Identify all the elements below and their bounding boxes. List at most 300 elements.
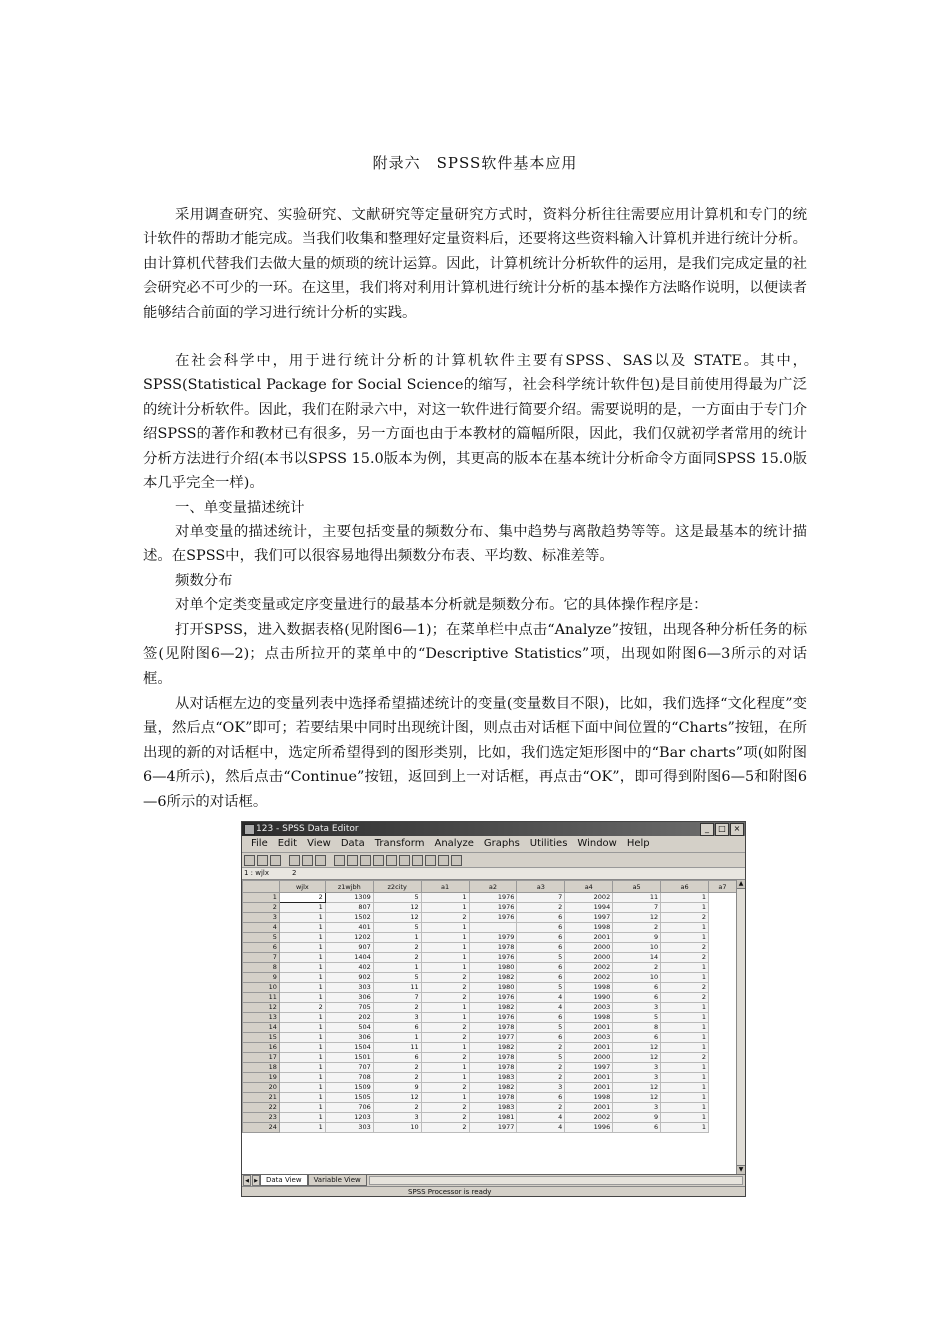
data-cell[interactable]: 3	[613, 1103, 661, 1113]
data-cell[interactable]: 705	[325, 1003, 373, 1013]
data-cell[interactable]: 1	[279, 1113, 325, 1123]
data-cell[interactable]: 1	[279, 1013, 325, 1023]
data-cell[interactable]: 2001	[565, 1043, 613, 1053]
data-cell[interactable]: 1	[421, 903, 469, 913]
data-cell[interactable]: 1982	[469, 1003, 517, 1013]
data-cell[interactable]: 1	[661, 1083, 709, 1093]
data-cell[interactable]: 12	[373, 1093, 421, 1103]
split-file-icon[interactable]	[399, 855, 410, 866]
save-icon[interactable]	[257, 855, 268, 866]
data-cell[interactable]: 2	[421, 1103, 469, 1113]
data-cell[interactable]: 3	[613, 1003, 661, 1013]
data-cell[interactable]: 1	[279, 1123, 325, 1133]
data-cell[interactable]: 1978	[469, 943, 517, 953]
data-cell[interactable]: 2	[373, 953, 421, 963]
paragraph-software: 在社会科学中，用于进行统计分析的计算机软件主要有SPSS、SAS以及 STATE。其中，SPSS(Statistical Package for Social Science的缩写，社会科学统计软件包)是目前使用得最为广泛的统计分析软件。因此，我们在附录六中，对这一软件进行简要介绍。需要说明的是，一方面由于专门介绍SPSS的著作和教材已有很多，另一方面也由于本教材的篇幅所限，因此，我们仅就初学者常用的统计分析方法进行介绍(本书以SPSS 15.0版本为例，其更高的版本在基本统计分析命令方面同SPSS 15.0版本几乎完全一样)。	[143, 353, 807, 492]
row-number[interactable]: 21	[243, 1093, 280, 1103]
data-cell[interactable]: 11	[373, 983, 421, 993]
data-cell[interactable]: 1	[279, 1093, 325, 1103]
data-cell[interactable]: 1	[279, 1023, 325, 1033]
data-cell[interactable]: 1	[421, 953, 469, 963]
data-cell[interactable]: 2	[421, 1053, 469, 1063]
data-cell[interactable]: 5	[373, 893, 421, 903]
column-header[interactable]: wjlx	[279, 881, 325, 893]
data-cell[interactable]: 1998	[565, 1013, 613, 1023]
close-button[interactable]: ×	[730, 823, 744, 836]
data-cell[interactable]: 1978	[469, 1053, 517, 1063]
data-cell[interactable]: 3	[373, 1113, 421, 1123]
row-number[interactable]: 5	[243, 933, 280, 943]
scroll-up-icon[interactable]: ▲	[738, 880, 744, 887]
row-number[interactable]: 23	[243, 1113, 280, 1123]
data-cell[interactable]: 4	[517, 1113, 565, 1123]
data-cell[interactable]: 12	[613, 1093, 661, 1103]
data-cell[interactable]: 1	[279, 1053, 325, 1063]
data-cell[interactable]: 8	[613, 1023, 661, 1033]
print-icon[interactable]	[270, 855, 281, 866]
data-cell[interactable]: 1994	[565, 903, 613, 913]
data-cell[interactable]: 4	[517, 1123, 565, 1133]
data-cell[interactable]: 1	[661, 903, 709, 913]
data-cell[interactable]: 2001	[565, 1023, 613, 1033]
value-labels-icon[interactable]	[438, 855, 449, 866]
row-number[interactable]: 18	[243, 1063, 280, 1073]
column-header[interactable]: a3	[517, 881, 565, 893]
insert-case-icon[interactable]	[373, 855, 384, 866]
data-cell[interactable]: 1	[279, 1033, 325, 1043]
use-sets-icon[interactable]	[451, 855, 462, 866]
data-cell[interactable]: 1	[279, 1083, 325, 1093]
data-cell[interactable]: 10	[613, 943, 661, 953]
menu-window[interactable]: Window	[577, 838, 617, 849]
data-cell[interactable]: 2	[613, 963, 661, 973]
window-titlebar[interactable]	[242, 822, 745, 836]
maximize-button[interactable]: □	[715, 823, 729, 836]
row-number[interactable]: 14	[243, 1023, 280, 1033]
data-cell[interactable]: 1	[661, 1093, 709, 1103]
dialog-recall-icon[interactable]	[289, 855, 300, 866]
data-cell[interactable]: 1309	[325, 893, 373, 903]
data-cell[interactable]: 1	[279, 1063, 325, 1073]
data-cell[interactable]: 5	[517, 1023, 565, 1033]
data-cell[interactable]: 1	[279, 1103, 325, 1113]
data-cell[interactable]: 2	[421, 1113, 469, 1123]
row-number[interactable]: 7	[243, 953, 280, 963]
data-cell[interactable]: 6	[373, 1023, 421, 1033]
data-cell[interactable]: 9	[373, 1083, 421, 1093]
data-cell[interactable]: 1	[421, 1013, 469, 1023]
data-cell[interactable]: 2	[421, 1023, 469, 1033]
data-cell[interactable]: 1	[661, 923, 709, 933]
data-cell[interactable]: 1	[421, 1003, 469, 1013]
row-header-corner[interactable]	[243, 881, 280, 893]
data-cell[interactable]: 1980	[469, 963, 517, 973]
column-header[interactable]: z1wjbh	[325, 881, 373, 893]
data-cell[interactable]: 2003	[565, 1003, 613, 1013]
menu-transform[interactable]: Transform	[374, 838, 425, 849]
data-cell[interactable]: 6	[613, 993, 661, 1003]
data-cell[interactable]: 1	[279, 913, 325, 923]
data-cell[interactable]: 1976	[469, 913, 517, 923]
column-header[interactable]: a5	[613, 881, 661, 893]
data-cell[interactable]: 1509	[325, 1083, 373, 1093]
table-row	[243, 973, 737, 983]
menu-graphs[interactable]: Graphs	[483, 838, 520, 849]
data-cell[interactable]: 402	[325, 963, 373, 973]
insert-variable-icon[interactable]	[386, 855, 397, 866]
data-cell[interactable]: 1976	[469, 993, 517, 1003]
data-cell[interactable]: 6	[517, 913, 565, 923]
data-cell[interactable]: 5	[373, 923, 421, 933]
data-cell[interactable]: 2001	[565, 1103, 613, 1113]
data-cell[interactable]: 1998	[565, 923, 613, 933]
data-cell[interactable]: 2	[517, 1103, 565, 1113]
table-row	[243, 893, 737, 903]
data-cell[interactable]: 1501	[325, 1053, 373, 1063]
data-cell[interactable]: 7	[373, 993, 421, 1003]
menu-analyze[interactable]: Analyze	[434, 838, 474, 849]
data-cell[interactable]: 6	[517, 1093, 565, 1103]
data-cell[interactable]: 1	[373, 933, 421, 943]
data-cell[interactable]: 2	[421, 1033, 469, 1043]
column-header[interactable]: a1	[421, 881, 469, 893]
data-cell[interactable]: 2	[373, 943, 421, 953]
data-cell[interactable]: 2	[661, 953, 709, 963]
row-number[interactable]: 24	[243, 1123, 280, 1133]
data-cell[interactable]: 12	[613, 1083, 661, 1093]
data-cell[interactable]: 2002	[565, 1113, 613, 1123]
data-cell[interactable]: 2	[279, 893, 325, 903]
data-cell[interactable]: 1	[421, 1063, 469, 1073]
data-cell[interactable]: 1	[279, 903, 325, 913]
data-cell[interactable]: 12	[613, 1043, 661, 1053]
minimize-button[interactable]: _	[700, 823, 714, 836]
weight-cases-icon[interactable]	[412, 855, 423, 866]
row-number[interactable]: 11	[243, 993, 280, 1003]
menu-edit[interactable]: Edit	[277, 838, 298, 849]
data-cell[interactable]: 1980	[469, 983, 517, 993]
data-cell[interactable]: 6	[613, 1033, 661, 1043]
data-cell[interactable]: 11	[373, 1043, 421, 1053]
horizontal-scrollbar[interactable]	[369, 1176, 743, 1185]
data-cell[interactable]: 2	[373, 1063, 421, 1073]
data-cell[interactable]: 1	[661, 1063, 709, 1073]
menu-bar	[242, 836, 745, 852]
data-cell[interactable]: 1	[279, 1073, 325, 1083]
data-cell[interactable]: 1	[279, 963, 325, 973]
data-cell[interactable]: 7	[517, 893, 565, 903]
data-cell[interactable]: 1	[661, 1123, 709, 1133]
data-cell[interactable]: 202	[325, 1013, 373, 1023]
data-cell[interactable]: 4	[517, 1003, 565, 1013]
data-cell[interactable]: 6	[613, 983, 661, 993]
undo-icon[interactable]	[302, 855, 313, 866]
data-cell[interactable]: 1	[421, 1043, 469, 1053]
data-cell[interactable]: 2	[421, 983, 469, 993]
row-number[interactable]: 1	[243, 893, 280, 903]
data-cell[interactable]: 303	[325, 983, 373, 993]
data-cell[interactable]: 1981	[469, 1113, 517, 1123]
data-cell[interactable]: 6	[517, 1013, 565, 1023]
variables-icon[interactable]	[347, 855, 358, 866]
data-cell[interactable]: 2	[661, 913, 709, 923]
data-cell[interactable]: 12	[613, 913, 661, 923]
data-cell[interactable]: 5	[517, 1053, 565, 1063]
data-cell[interactable]: 2002	[565, 963, 613, 973]
data-cell[interactable]: 2	[421, 1083, 469, 1093]
data-cell[interactable]: 14	[613, 953, 661, 963]
data-cell[interactable]: 1	[373, 1033, 421, 1043]
data-cell[interactable]: 1982	[469, 1083, 517, 1093]
tab-prev-icon[interactable]: ◀	[243, 1175, 251, 1186]
row-number[interactable]: 6	[243, 943, 280, 953]
row-number[interactable]: 8	[243, 963, 280, 973]
data-cell[interactable]: 1404	[325, 953, 373, 963]
row-number[interactable]: 9	[243, 973, 280, 983]
data-cell[interactable]: 1998	[565, 1093, 613, 1103]
data-cell[interactable]: 1	[421, 943, 469, 953]
data-cell[interactable]: 3	[517, 1083, 565, 1093]
data-cell[interactable]: 2	[517, 903, 565, 913]
data-cell[interactable]: 2	[661, 943, 709, 953]
data-cell[interactable]: 1	[279, 953, 325, 963]
cell-value[interactable]: 2	[292, 869, 297, 877]
data-cell[interactable]: 902	[325, 973, 373, 983]
data-cell[interactable]: 2	[661, 1053, 709, 1063]
scroll-down-icon[interactable]: ▼	[738, 1166, 744, 1173]
row-number[interactable]: 12	[243, 1003, 280, 1013]
select-cases-icon[interactable]	[425, 855, 436, 866]
data-cell[interactable]: 3	[613, 1063, 661, 1073]
data-cell[interactable]: 504	[325, 1023, 373, 1033]
data-cell[interactable]: 2002	[565, 973, 613, 983]
find-icon[interactable]	[360, 855, 371, 866]
data-cell[interactable]: 306	[325, 1033, 373, 1043]
row-number[interactable]: 13	[243, 1013, 280, 1023]
data-cell[interactable]: 12	[373, 903, 421, 913]
row-number[interactable]: 3	[243, 913, 280, 923]
data-cell[interactable]: 2003	[565, 1033, 613, 1043]
data-cell[interactable]: 1982	[469, 973, 517, 983]
data-cell[interactable]: 1	[661, 1003, 709, 1013]
data-cell[interactable]: 1976	[469, 893, 517, 903]
data-cell[interactable]: 1	[279, 973, 325, 983]
data-cell[interactable]: 1203	[325, 1113, 373, 1123]
data-cell[interactable]: 4	[517, 993, 565, 1003]
data-cell[interactable]: 1	[279, 943, 325, 953]
data-cell[interactable]: 1	[661, 1113, 709, 1123]
data-cell[interactable]: 1976	[469, 903, 517, 913]
data-cell[interactable]: 6	[517, 933, 565, 943]
data-cell[interactable]: 1977	[469, 1123, 517, 1133]
data-cell[interactable]: 1	[661, 893, 709, 903]
data-cell[interactable]: 1	[661, 1033, 709, 1043]
data-cell[interactable]: 1502	[325, 913, 373, 923]
row-number[interactable]: 20	[243, 1083, 280, 1093]
data-cell[interactable]: 9	[613, 1113, 661, 1123]
tab-data-view[interactable]: Data View	[260, 1175, 308, 1186]
data-cell[interactable]	[469, 923, 517, 933]
data-cell[interactable]: 1978	[469, 1093, 517, 1103]
table-row	[243, 1063, 737, 1073]
data-cell[interactable]: 10	[613, 973, 661, 983]
data-cell[interactable]: 5	[613, 1013, 661, 1023]
data-cell[interactable]: 907	[325, 943, 373, 953]
tab-variable-view[interactable]: Variable View	[308, 1175, 367, 1186]
data-cell[interactable]: 306	[325, 993, 373, 1003]
data-cell[interactable]: 1976	[469, 1013, 517, 1023]
table-row	[243, 1103, 737, 1113]
open-icon[interactable]	[244, 855, 255, 866]
data-cell[interactable]: 1982	[469, 1043, 517, 1053]
data-cell[interactable]: 1	[279, 923, 325, 933]
data-cell[interactable]: 1	[279, 1043, 325, 1053]
data-cell[interactable]: 303	[325, 1123, 373, 1133]
data-cell[interactable]: 7	[613, 903, 661, 913]
row-number[interactable]: 10	[243, 983, 280, 993]
data-cell[interactable]: 1978	[469, 1023, 517, 1033]
data-cell[interactable]: 2	[517, 1043, 565, 1053]
column-header[interactable]: a6	[661, 881, 709, 893]
table-row	[243, 1013, 737, 1023]
data-cell[interactable]: 1	[661, 1043, 709, 1053]
data-cell[interactable]: 1978	[469, 1063, 517, 1073]
data-cell[interactable]: 6	[517, 923, 565, 933]
data-cell[interactable]: 6	[517, 963, 565, 973]
data-cell[interactable]: 1202	[325, 933, 373, 943]
data-cell[interactable]: 1	[279, 993, 325, 1003]
data-cell[interactable]: 1	[373, 963, 421, 973]
data-cell[interactable]: 2001	[565, 1073, 613, 1083]
data-cell[interactable]: 2000	[565, 953, 613, 963]
data-cell[interactable]: 5	[517, 953, 565, 963]
data-cell[interactable]: 1	[661, 963, 709, 973]
data-cell[interactable]: 2	[421, 973, 469, 983]
column-header[interactable]: a2	[469, 881, 517, 893]
data-cell[interactable]: 2000	[565, 943, 613, 953]
data-cell[interactable]: 401	[325, 923, 373, 933]
data-cell[interactable]: 9	[613, 933, 661, 943]
data-cell[interactable]: 2	[279, 1003, 325, 1013]
menu-view[interactable]: View	[307, 838, 331, 849]
data-cell[interactable]: 1	[279, 933, 325, 943]
data-cell[interactable]: 1996	[565, 1123, 613, 1133]
data-cell[interactable]: 2	[373, 1073, 421, 1083]
column-header[interactable]: a7	[708, 881, 736, 893]
data-cell[interactable]: 1	[661, 1073, 709, 1083]
data-cell[interactable]: 1976	[469, 953, 517, 963]
data-cell[interactable]: 1	[661, 1013, 709, 1023]
column-header[interactable]: z2city	[373, 881, 421, 893]
data-cell[interactable]: 12	[613, 1053, 661, 1063]
data-cell[interactable]: 6	[613, 1123, 661, 1133]
data-cell[interactable]: 5	[373, 973, 421, 983]
row-number[interactable]: 19	[243, 1073, 280, 1083]
goto-case-icon[interactable]	[334, 855, 345, 866]
data-cell[interactable]: 1983	[469, 1103, 517, 1113]
data-cell[interactable]: 1	[661, 1103, 709, 1113]
data-cell[interactable]: 6	[517, 1033, 565, 1043]
data-cell[interactable]: 1504	[325, 1043, 373, 1053]
data-cell[interactable]: 1977	[469, 1033, 517, 1043]
data-cell[interactable]: 1	[661, 933, 709, 943]
data-cell[interactable]: 1990	[565, 993, 613, 1003]
data-cell[interactable]: 708	[325, 1073, 373, 1083]
data-cell[interactable]: 1	[421, 893, 469, 903]
data-cell[interactable]: 2001	[565, 1083, 613, 1093]
data-cell[interactable]: 2	[421, 993, 469, 1003]
paragraph-dialog: 从对话框左边的变量列表中选择希望描述统计的变量(变量数目不限)，比如，我们选择“文化程度”变量，然后点“OK”即可；若要结果中同时出现统计图，则点击对话框下面中间位置的“Charts”按钮，在所出现的新的对话框中，选定所希望得到的图形类别，比如，我们选定矩形图中的“Bar charts”项(如附图6—4所示)，然后点击“Continue”按钮，返回到上一对话框，再点击“OK”，即可得到附图6—5和附图6—6所示的对话框。	[143, 696, 807, 810]
data-cell[interactable]: 1997	[565, 913, 613, 923]
data-cell[interactable]: 1	[421, 923, 469, 933]
row-number[interactable]: 15	[243, 1033, 280, 1043]
data-cell[interactable]: 2	[613, 923, 661, 933]
data-cell[interactable]: 3	[373, 1013, 421, 1023]
data-cell[interactable]: 6	[373, 1053, 421, 1063]
data-cell[interactable]: 2	[661, 993, 709, 1003]
data-cell[interactable]: 1983	[469, 1073, 517, 1083]
data-cell[interactable]: 2	[517, 1073, 565, 1083]
data-cell[interactable]: 707	[325, 1063, 373, 1073]
data-cell[interactable]: 2	[373, 1003, 421, 1013]
menu-file[interactable]: File	[251, 838, 268, 849]
row-number[interactable]: 16	[243, 1043, 280, 1053]
data-cell[interactable]: 1	[421, 1093, 469, 1103]
data-cell[interactable]: 1998	[565, 983, 613, 993]
tab-next-icon[interactable]: ▶	[252, 1175, 260, 1186]
data-cell[interactable]: 5	[517, 983, 565, 993]
data-grid	[242, 880, 737, 1174]
data-cell[interactable]: 3	[613, 1073, 661, 1083]
data-cell[interactable]: 1997	[565, 1063, 613, 1073]
data-cell[interactable]: 1979	[469, 933, 517, 943]
row-number[interactable]: 22	[243, 1103, 280, 1113]
redo-icon[interactable]	[315, 855, 326, 866]
data-cell[interactable]: 2	[421, 913, 469, 923]
vertical-scrollbar[interactable]	[736, 880, 745, 1174]
data-cell[interactable]: 6	[517, 973, 565, 983]
data-cell[interactable]: 1	[661, 1023, 709, 1033]
data-cell[interactable]: 2	[421, 1123, 469, 1133]
row-number[interactable]: 2	[243, 903, 280, 913]
data-cell[interactable]: 1	[661, 973, 709, 983]
row-number[interactable]: 17	[243, 1053, 280, 1063]
data-cell[interactable]: 2001	[565, 933, 613, 943]
data-cell[interactable]: 2002	[565, 893, 613, 903]
data-cell[interactable]: 6	[517, 943, 565, 953]
column-header[interactable]: a4	[565, 881, 613, 893]
data-cell[interactable]: 1	[421, 933, 469, 943]
paragraph-intro: 采用调查研究、实验研究、文献研究等定量研究方式时，资料分析往往需要应用计算机和专门的统计软件的帮助才能完成。当我们收集和整理好定量资料后，还要将这些资料输入计算机并进行统计分析。由计算机代替我们去做大量的烦琐的统计运算。因此，计算机统计分析软件的运用，是我们完成定量的社会研究必不可少的一环。在这里，我们将对利用计算机进行统计分析的基本操作方法略作说明，以便读者能够结合前面的学习进行统计分析的实践。	[143, 207, 807, 321]
data-cell[interactable]: 11	[613, 893, 661, 903]
data-cell[interactable]: 1	[421, 1073, 469, 1083]
menu-data[interactable]: Data	[340, 838, 365, 849]
data-cell[interactable]: 2	[517, 1063, 565, 1073]
data-cell[interactable]: 1	[421, 963, 469, 973]
menu-help[interactable]: Help	[626, 838, 650, 849]
data-cell[interactable]: 1505	[325, 1093, 373, 1103]
data-cell[interactable]: 10	[373, 1123, 421, 1133]
row-number[interactable]: 4	[243, 923, 280, 933]
data-cell[interactable]: 1	[279, 983, 325, 993]
data-cell[interactable]: 2	[373, 1103, 421, 1113]
menu-utilities[interactable]: Utilities	[529, 838, 568, 849]
data-cell[interactable]: 706	[325, 1103, 373, 1113]
data-cell[interactable]: 807	[325, 903, 373, 913]
data-cell[interactable]: 12	[373, 913, 421, 923]
data-cell[interactable]: 2000	[565, 1053, 613, 1063]
data-cell[interactable]: 2	[661, 983, 709, 993]
